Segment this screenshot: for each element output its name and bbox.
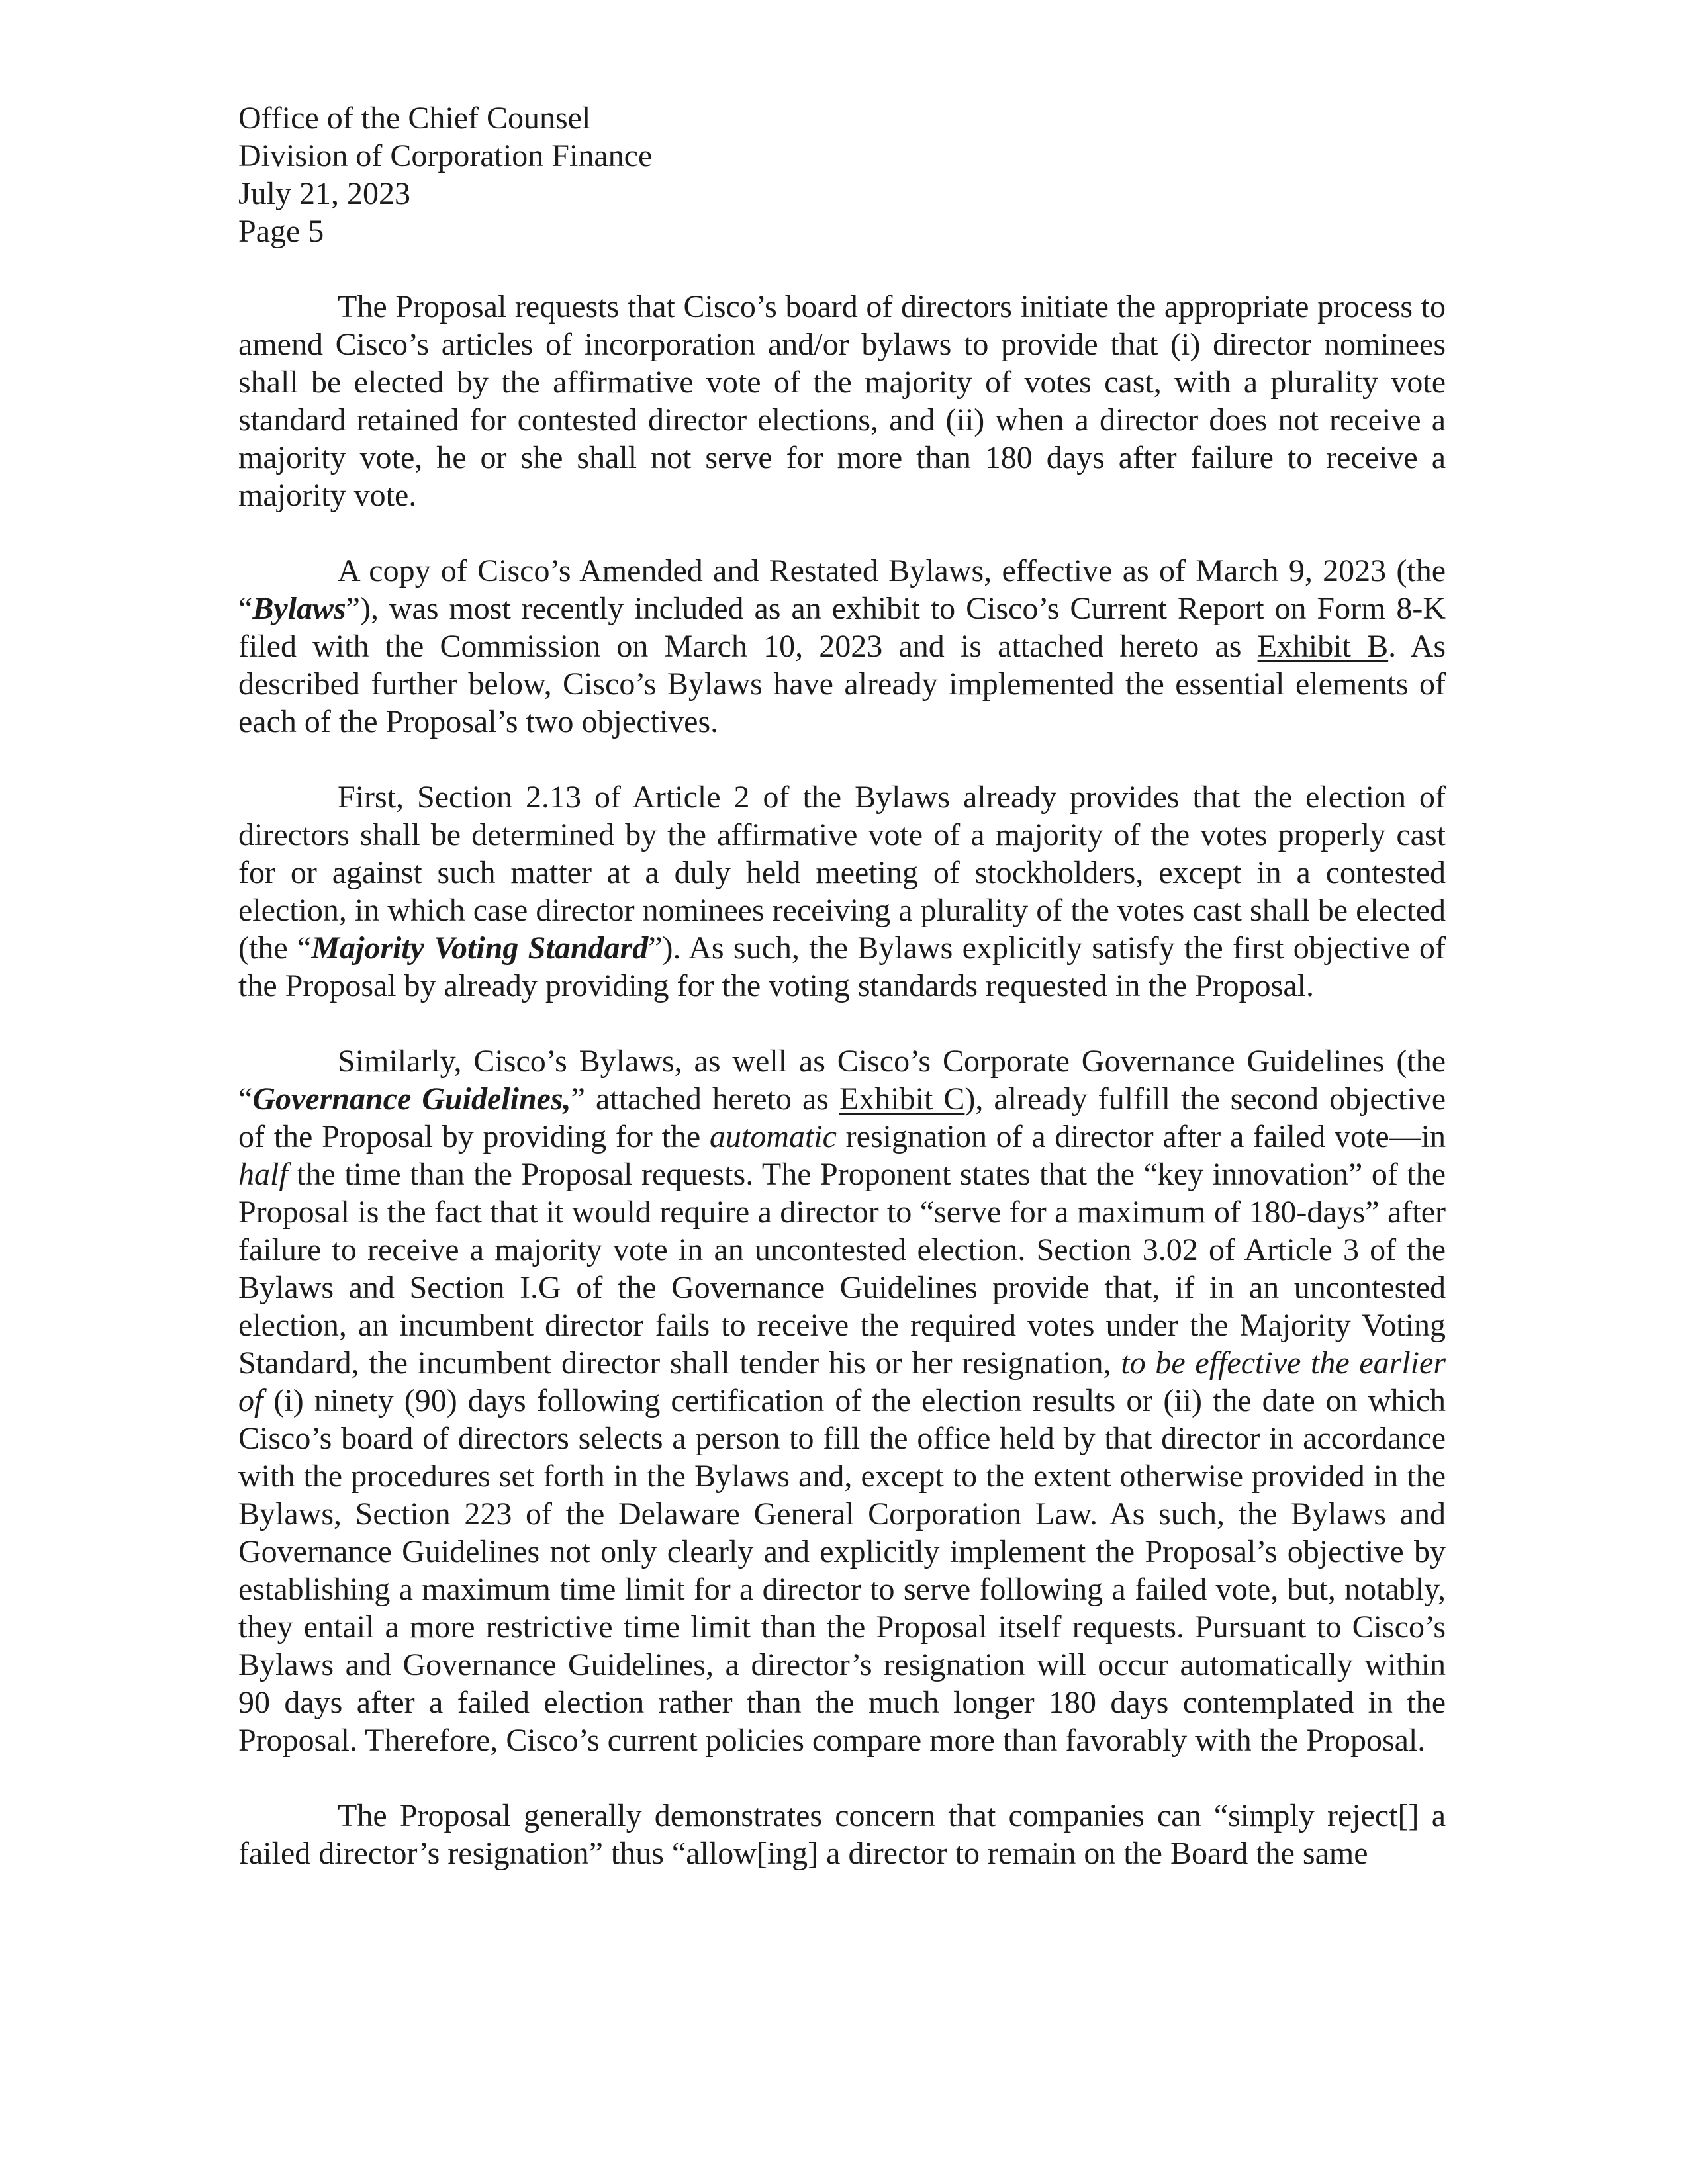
paragraph-text: resignation of a director after a failed vote—in — [836, 1119, 1446, 1154]
exhibit-b-reference: Exhibit B — [1257, 629, 1389, 664]
paragraph-text: . As described further below, Cisco’s Bylaws have already implemented the essential elements of each of the Proposal’s two objectives. — [238, 629, 1446, 739]
paragraph-text: ”). As such, the Bylaws explicitly satisfy the first objective of the Proposal by already providing for the voting standards requested in the Proposal. — [238, 931, 1446, 1003]
paragraph-proposal-concern — [238, 1797, 1446, 1872]
paragraph-text: the time than the Proposal requests. The Proponent states that the “key innovation” of the Proposal is the fact that it would require a director to “serve for a maximum of 180-days” after failure to receive a majority vote in an uncontested election. Section 3.02 of Article 3 of the Bylaws and Section I.G of the Governance Guidelines provide that, if in an uncontested election, an incumbent director fails to receive the required votes under the Majority Voting Standard, the incumbent director shall tender his or her resignation, — [238, 1157, 1446, 1381]
emphasis-effective-earlier: to be effective the earlier of — [238, 1345, 1446, 1418]
paragraph-text: The Proposal generally demonstrates concern that companies can “simply reject[] a failed director’s resignation” thus “allow[ing] a director to remain on the Board the same — [238, 1798, 1446, 1871]
defined-term-governance-guidelines: Governance Guidelines, — [252, 1081, 571, 1116]
paragraph-text: First, Section 2.13 of Article 2 of the Bylaws already provides that the election of directors shall be determined by the affirmative vote of a majority of the votes properly cast for or against such matter at a duly held meeting of stockholders, except in a contested election, in which case director nominees receiving a plurality of the votes cast shall be elected (the “ — [238, 780, 1446, 966]
exhibit-c-reference: Exhibit C — [839, 1081, 965, 1116]
emphasis-half: half — [238, 1157, 288, 1192]
paragraph-proposal-request — [238, 288, 1446, 514]
paragraph-text: Similarly, Cisco’s Bylaws, as well as Cisco’s Corporate Governance Guidelines (the “ — [238, 1044, 1446, 1116]
recipient-division: Division of Corporation Finance — [238, 138, 653, 173]
letter-date: July 21, 2023 — [238, 176, 411, 211]
paragraph-text: A copy of Cisco’s Amended and Restated Bylaws, effective as of March 9, 2023 (the “ — [238, 553, 1446, 626]
paragraph-text: ” attached hereto as — [571, 1081, 839, 1116]
paragraph-text: The Proposal requests that Cisco’s board of directors initiate the appropriate process to amend Cisco’s articles of incorporation and/or bylaws to provide that (i) director nominees shall be elected by the affirmative vote of the majority of votes cast, with a plurality vote standard retained for contested director elections, and (ii) when a director does not receive a majority vote, he or she shall not serve for more than 180 days after failure to receive a majority vote. — [238, 289, 1446, 513]
paragraph-first-objective — [238, 778, 1446, 1005]
paragraph-bylaws-copy — [238, 552, 1446, 741]
letter-header — [238, 99, 1446, 250]
letter-page — [238, 99, 1446, 1872]
paragraph-text: (i) ninety (90) days following certification of the election results or (ii) the date on which Cisco’s board of directors selects a person to fill the office held by that director in accordance with the procedures set forth in the Bylaws and, except to the extent otherwise provided in the Bylaws, Section 223 of the Delaware General Corporation Law. As such, the Bylaws and Governance Guidelines not only clearly and explicitly implement the Proposal’s objective by establishing a maximum time limit for a director to serve following a failed vote, but, notably, they entail a more restrictive time limit than the Proposal itself requests. Pursuant to Cisco’s Bylaws and Governance Guidelines, a director’s resignation will occur automatically within 90 days after a failed election rather than the much longer 180 days contemplated in the Proposal. Therefore, Cisco’s current policies compare more than favorably with the Proposal. — [238, 1383, 1446, 1758]
emphasis-automatic: automatic — [709, 1119, 837, 1154]
defined-term-bylaws: Bylaws — [252, 591, 346, 626]
defined-term-majority-voting-standard: Majority Voting Standard — [311, 931, 649, 966]
paragraph-text: ), already fulfill the second objective of the Proposal by providing for the — [238, 1081, 1446, 1154]
paragraph-second-objective — [238, 1042, 1446, 1759]
recipient-office: Office of the Chief Counsel — [238, 101, 591, 136]
page-number: Page 5 — [238, 214, 324, 249]
paragraph-text: ”), was most recently included as an exhibit to Cisco’s Current Report on Form 8-K filed with the Commission on March 10, 2023 and is attached hereto as — [238, 591, 1446, 664]
